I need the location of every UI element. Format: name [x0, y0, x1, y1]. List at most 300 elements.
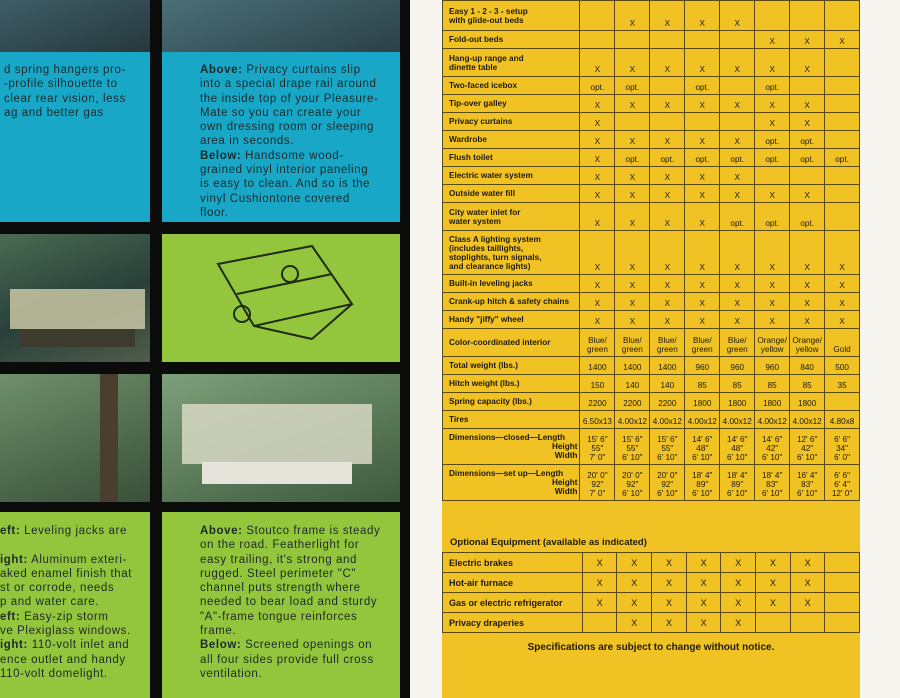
- trailer-frame-illustration: [162, 234, 400, 362]
- panel-top-right: [162, 0, 400, 222]
- spec-cell: [825, 49, 860, 77]
- photo-screened-camper: [162, 374, 400, 502]
- spec-cell: 1800: [790, 393, 825, 411]
- panel-text-line: all four sides provide full cross: [200, 653, 374, 666]
- photo-frame-drawing: [162, 234, 400, 362]
- spec-cell: 35: [825, 375, 860, 393]
- optional-cell: [825, 593, 860, 613]
- spec-cell: X: [720, 311, 755, 329]
- photo-top-right: [162, 0, 400, 52]
- optional-row: [443, 553, 860, 573]
- panel-top-right-text: [200, 63, 378, 220]
- spec-cell: X: [790, 231, 825, 275]
- panel-text-line: d spring hangers pro-: [4, 64, 126, 76]
- spec-feature-label: Handy "jiffy" wheel: [443, 311, 580, 329]
- spec-cell: X: [685, 185, 720, 203]
- panel-text-line: Mate so you can create your: [200, 106, 362, 119]
- spec-cell: [755, 167, 790, 185]
- spec-feature-label: Color-coordinated interior: [443, 329, 580, 357]
- spec-feature-label: Flush toilet: [443, 149, 580, 167]
- optional-cell: [790, 613, 825, 633]
- spec-cell: 4.00x12: [615, 411, 650, 429]
- spec-cell: [825, 131, 860, 149]
- panel-text-line: ight: 110-volt inlet and: [0, 639, 130, 652]
- panel-bottom-right-text: [200, 524, 380, 681]
- panel-lead-word: Above:: [200, 64, 243, 76]
- spec-cell: 18' 4" 89" 6' 10": [685, 465, 720, 501]
- photo-top-left: [0, 0, 150, 52]
- spec-cell: X: [580, 95, 615, 113]
- spec-cell: 14' 6" 42" 6' 10": [755, 429, 790, 465]
- optional-cell: [756, 613, 791, 633]
- page-gutter: [410, 0, 442, 698]
- spec-cell: X: [650, 131, 685, 149]
- spec-cell: X: [685, 167, 720, 185]
- spec-cell: 18' 4" 83" 6' 10": [755, 465, 790, 501]
- spec-cell: Orange/ yellow: [755, 329, 790, 357]
- panel-text-line: ve Plexiglass windows.: [0, 625, 131, 638]
- panel-text-line: "A"-frame tongue reinforces: [200, 610, 358, 623]
- spec-cell: opt.: [790, 149, 825, 167]
- spec-cell: X: [650, 203, 685, 231]
- spec-cell: [685, 31, 720, 49]
- optional-cell: X: [686, 573, 721, 593]
- spec-row: [443, 393, 860, 411]
- spec-cell: 4.00x12: [755, 411, 790, 429]
- spec-cell: X: [615, 167, 650, 185]
- spec-cell: X: [720, 167, 755, 185]
- spec-cell: 1400: [615, 357, 650, 375]
- panel-text-line: area in seconds.: [200, 135, 294, 148]
- spec-cell: 960: [755, 357, 790, 375]
- spec-cell: 85: [755, 375, 790, 393]
- panel-text-line: eft: Leveling jacks are: [0, 525, 127, 537]
- spec-row: [443, 293, 860, 311]
- panel-lead-word: eft:: [0, 525, 21, 537]
- optional-cell: X: [582, 573, 617, 593]
- optional-cell: X: [721, 553, 756, 573]
- spec-cell: 4.00x12: [720, 411, 755, 429]
- spec-cell: X: [685, 203, 720, 231]
- spec-cell: 2200: [615, 393, 650, 411]
- spec-cell: X: [685, 95, 720, 113]
- spec-cell: X: [790, 311, 825, 329]
- spec-cell: X: [720, 185, 755, 203]
- spec-cell: 6.50x13: [580, 411, 615, 429]
- spec-cell: [825, 185, 860, 203]
- spec-feature-label: Class A lighting system (includes taillights, stoplights, turn signals, and clearance lights): [443, 231, 580, 275]
- panel-lead-word: ight:: [0, 553, 28, 566]
- panel-text-line: is easy to clean. And so is the: [200, 178, 371, 191]
- brochure-left-page: [0, 0, 410, 698]
- spec-page: [442, 0, 860, 698]
- panel-text-line: on the road. Featherlight for: [200, 539, 360, 552]
- spec-row: [443, 311, 860, 329]
- spec-cell: Blue/ green: [580, 329, 615, 357]
- spec-feature-label: Spring capacity (lbs.): [443, 393, 580, 411]
- panel-bottom-left: [0, 512, 150, 698]
- spec-row: [443, 231, 860, 275]
- spec-cell: X: [720, 293, 755, 311]
- spec-cell: 85: [685, 375, 720, 393]
- spec-row: [443, 77, 860, 95]
- spec-cell: 20' 0" 92" 7' 0": [580, 465, 615, 501]
- spec-cell: X: [615, 231, 650, 275]
- spec-row: [443, 95, 860, 113]
- optional-cell: X: [756, 573, 791, 593]
- optional-row: [443, 573, 860, 593]
- spec-cell: X: [685, 275, 720, 293]
- spec-cell: 960: [720, 357, 755, 375]
- spec-cell: X: [615, 1, 650, 31]
- optional-cell: X: [652, 573, 687, 593]
- spec-feature-label: Crank-up hitch & safety chains: [443, 293, 580, 311]
- panel-lead-word: ight:: [0, 639, 28, 652]
- optional-cell: X: [617, 573, 652, 593]
- optional-cell: X: [721, 593, 756, 613]
- spec-cell: 500: [825, 357, 860, 375]
- spec-cell: X: [755, 49, 790, 77]
- spec-cell: 4.00x12: [650, 411, 685, 429]
- spec-cell: opt.: [755, 149, 790, 167]
- spec-cell: X: [615, 293, 650, 311]
- spec-cell: X: [650, 275, 685, 293]
- spec-cell: [650, 77, 685, 95]
- spec-cell: X: [790, 275, 825, 293]
- optional-cell: X: [790, 593, 825, 613]
- spec-cell: 140: [615, 375, 650, 393]
- spec-cell: Orange/ yellow: [790, 329, 825, 357]
- optional-cell: X: [756, 593, 791, 613]
- spec-cell: X: [615, 311, 650, 329]
- spec-row: [443, 411, 860, 429]
- panel-text-line: -profile silhouette to: [4, 78, 118, 91]
- spec-cell: 1400: [650, 357, 685, 375]
- panel-lead-word: eft:: [0, 610, 21, 623]
- spec-cell: 140: [650, 375, 685, 393]
- spec-cell: 20' 0" 92" 6' 10": [650, 465, 685, 501]
- optional-cell: [825, 613, 860, 633]
- spec-cell: opt.: [720, 203, 755, 231]
- spec-cell: [615, 31, 650, 49]
- panel-lead-word: Above:: [200, 525, 243, 537]
- spec-cell: X: [650, 311, 685, 329]
- spec-row: [443, 1, 860, 31]
- photo-camper-field: [0, 234, 150, 362]
- spec-cell: X: [720, 1, 755, 31]
- spec-cell: 16' 4" 83" 6' 10": [790, 465, 825, 501]
- panel-bottom-right: [162, 512, 400, 698]
- spec-feature-label: Two-faced icebox: [443, 77, 580, 95]
- spec-cell: 960: [685, 357, 720, 375]
- spec-cell: Gold: [825, 329, 860, 357]
- panel-top-left: [0, 0, 150, 222]
- spec-row: [443, 329, 860, 357]
- spec-row: [443, 375, 860, 393]
- spec-cell: X: [790, 185, 825, 203]
- optional-cell: X: [721, 573, 756, 593]
- spec-cell: X: [825, 231, 860, 275]
- optional-cell: X: [686, 553, 721, 573]
- optional-cell: [582, 613, 617, 633]
- panel-lead-word: Below:: [200, 149, 242, 162]
- spec-cell: X: [720, 131, 755, 149]
- spec-cell: X: [685, 231, 720, 275]
- spec-cell: [580, 1, 615, 31]
- spec-row: [443, 131, 860, 149]
- spec-row: [443, 429, 860, 465]
- spec-cell: [790, 1, 825, 31]
- spec-cell: X: [580, 311, 615, 329]
- spec-cell: [615, 113, 650, 131]
- spec-row: [443, 49, 860, 77]
- panel-text-line: Below: Handsome wood-: [200, 149, 344, 162]
- spec-cell: X: [580, 131, 615, 149]
- panel-text-line: easy trailing, it's strong and: [200, 553, 357, 566]
- spec-cell: opt.: [755, 77, 790, 95]
- optional-cell: X: [686, 593, 721, 613]
- spec-cell: 15' 6" 55" 6' 10": [615, 429, 650, 465]
- spec-feature-label: Fold-out beds: [443, 31, 580, 49]
- spec-cell: X: [580, 113, 615, 131]
- spec-cell: Blue/ green: [685, 329, 720, 357]
- spec-cell: opt.: [650, 149, 685, 167]
- spec-cell: X: [685, 1, 720, 31]
- spec-cell: opt.: [790, 131, 825, 149]
- spec-cell: X: [650, 49, 685, 77]
- spec-cell: X: [720, 95, 755, 113]
- spec-cell: Blue/ green: [615, 329, 650, 357]
- spec-cell: [825, 203, 860, 231]
- spec-cell: 6' 6" 6' 4" 12' 0": [825, 465, 860, 501]
- spec-row: [443, 465, 860, 501]
- spec-cell: X: [580, 203, 615, 231]
- spec-cell: X: [755, 31, 790, 49]
- spec-cell: opt.: [685, 149, 720, 167]
- panel-text-line: floor.: [200, 206, 229, 219]
- optional-cell: X: [756, 553, 791, 573]
- optional-equipment-table: [442, 552, 860, 633]
- spec-cell: X: [615, 185, 650, 203]
- photo-awning-dog: [0, 374, 150, 502]
- panel-text-line: ag and better gas: [4, 106, 104, 119]
- spec-cell: 85: [720, 375, 755, 393]
- spec-cell: X: [790, 49, 825, 77]
- camper-body: [202, 462, 352, 484]
- spec-feature-label: Built-in leveling jacks: [443, 275, 580, 293]
- spec-feature-label: Total weight (lbs.): [443, 357, 580, 375]
- spec-cell: X: [615, 95, 650, 113]
- spec-row: [443, 275, 860, 293]
- spec-cell: [650, 113, 685, 131]
- spec-cell: X: [580, 167, 615, 185]
- optional-cell: X: [582, 593, 617, 613]
- spec-cell: opt.: [615, 149, 650, 167]
- panel-text-line: 110-volt domelight.: [0, 667, 108, 680]
- panel-text-line: the inside top of your Pleasure-: [200, 92, 379, 105]
- optional-cell: X: [721, 613, 756, 633]
- spec-cell: X: [790, 293, 825, 311]
- spec-cell: X: [650, 231, 685, 275]
- spec-feature-label: Easy 1 - 2 - 3 - setup with glide-out beds: [443, 1, 580, 31]
- spec-cell: [825, 95, 860, 113]
- spec-row: [443, 167, 860, 185]
- spec-cell: [790, 167, 825, 185]
- spec-table: [442, 0, 860, 501]
- spec-cell: X: [790, 31, 825, 49]
- optional-cell: X: [652, 613, 687, 633]
- spec-cell: X: [650, 167, 685, 185]
- spec-cell: [825, 393, 860, 411]
- spec-cell: 18' 4" 89" 6' 10": [720, 465, 755, 501]
- camper-tent-shape: [10, 289, 145, 329]
- spec-cell: 85: [790, 375, 825, 393]
- spec-cell: X: [825, 275, 860, 293]
- spec-cell: X: [615, 131, 650, 149]
- optional-feature-label: Privacy draperies: [443, 613, 583, 633]
- spec-cell: X: [615, 275, 650, 293]
- spec-cell: X: [650, 293, 685, 311]
- spec-cell: 20' 0" 92" 6' 10": [615, 465, 650, 501]
- spec-cell: 1800: [720, 393, 755, 411]
- panel-text-line: Above: Stoutco frame is steady: [200, 525, 381, 537]
- spec-cell: X: [720, 275, 755, 293]
- spec-cell: [825, 167, 860, 185]
- panel-text-line: Above: Privacy curtains slip: [200, 64, 361, 76]
- spec-feature-label: City water inlet for water system: [443, 203, 580, 231]
- spec-cell: 15' 6" 55" 6' 10": [650, 429, 685, 465]
- spec-cell: opt.: [825, 149, 860, 167]
- spec-cell: 1800: [685, 393, 720, 411]
- panel-text-line: [0, 538, 132, 552]
- spec-cell: 14' 6" 48" 6' 10": [685, 429, 720, 465]
- optional-cell: X: [652, 553, 687, 573]
- optional-cell: X: [617, 593, 652, 613]
- optional-feature-label: Gas or electric refrigerator: [443, 593, 583, 613]
- spec-cell: 6' 6" 34" 6' 0": [825, 429, 860, 465]
- spec-cell: X: [825, 31, 860, 49]
- optional-equipment-heading: Optional Equipment (available as indicated): [450, 537, 647, 548]
- spec-cell: X: [720, 49, 755, 77]
- spec-cell: X: [790, 95, 825, 113]
- spec-cell: X: [755, 293, 790, 311]
- spec-cell: X: [825, 293, 860, 311]
- panel-text-line: vinyl Cushiontone covered: [200, 192, 350, 205]
- panel-text-line: ight: Aluminum exteri-: [0, 553, 127, 566]
- spec-cell: 12' 6" 42" 6' 10": [790, 429, 825, 465]
- spec-feature-label: Electric water system: [443, 167, 580, 185]
- optional-cell: X: [652, 593, 687, 613]
- spec-row: [443, 31, 860, 49]
- panel-text-line: ence outlet and handy: [0, 653, 126, 666]
- spec-feature-label: Outside water fill: [443, 185, 580, 203]
- spec-cell: opt.: [615, 77, 650, 95]
- panel-text-line: own dressing room or sleeping: [200, 121, 375, 134]
- spec-cell: X: [615, 49, 650, 77]
- spec-cell: X: [755, 275, 790, 293]
- panel-bottom-left-text: [0, 524, 132, 681]
- spec-cell: X: [650, 1, 685, 31]
- panel-text-line: clear rear vision, less: [4, 92, 126, 105]
- spec-cell: [720, 113, 755, 131]
- spec-cell: X: [685, 131, 720, 149]
- optional-cell: X: [582, 553, 617, 573]
- spec-cell: opt.: [685, 77, 720, 95]
- spec-cell: X: [755, 95, 790, 113]
- spec-cell: X: [685, 311, 720, 329]
- spec-feature-label: Dimensions—closed—Length Height Width: [443, 429, 580, 465]
- panel-text-line: grained vinyl interior paneling: [200, 164, 369, 177]
- spec-cell: 4.00x12: [790, 411, 825, 429]
- panel-text-line: frame.: [200, 625, 237, 638]
- spec-cell: 1400: [580, 357, 615, 375]
- spec-row: [443, 185, 860, 203]
- spec-cell: X: [790, 113, 825, 131]
- optional-cell: X: [617, 553, 652, 573]
- spec-cell: X: [580, 185, 615, 203]
- spec-cell: X: [755, 231, 790, 275]
- optional-cell: X: [617, 613, 652, 633]
- optional-cell: X: [790, 573, 825, 593]
- optional-cell: [825, 553, 860, 573]
- panel-text-line: eft: Easy-zip storm: [0, 610, 109, 623]
- spec-cell: opt.: [755, 131, 790, 149]
- spec-cell: X: [615, 203, 650, 231]
- spec-cell: [720, 31, 755, 49]
- panel-top-left-text: [4, 63, 126, 120]
- spec-cell: X: [720, 231, 755, 275]
- spec-row: [443, 203, 860, 231]
- spec-cell: [580, 31, 615, 49]
- page-edge: [860, 0, 900, 698]
- panel-lead-word: Below:: [200, 639, 242, 652]
- panel-text-line: aked enamel finish that: [0, 567, 133, 580]
- spec-feature-label: Privacy curtains: [443, 113, 580, 131]
- spec-cell: X: [685, 293, 720, 311]
- spec-cell: X: [755, 185, 790, 203]
- spec-footer: Specifications are subject to change without notice.: [527, 642, 775, 653]
- spec-cell: X: [650, 95, 685, 113]
- spec-row: [443, 113, 860, 131]
- spec-cell: X: [580, 231, 615, 275]
- spec-cell: [650, 31, 685, 49]
- spec-cell: 2200: [650, 393, 685, 411]
- spec-feature-label: Wardrobe: [443, 131, 580, 149]
- spec-cell: X: [755, 311, 790, 329]
- spec-cell: 1800: [755, 393, 790, 411]
- spec-cell: X: [825, 311, 860, 329]
- spec-cell: 14' 6" 48" 6' 10": [720, 429, 755, 465]
- optional-cell: [825, 573, 860, 593]
- optional-feature-label: Electric brakes: [443, 553, 583, 573]
- spec-cell: [825, 1, 860, 31]
- panel-text-line: into a special drape rail around: [200, 78, 377, 91]
- spec-cell: 4.00x12: [685, 411, 720, 429]
- spec-cell: X: [580, 49, 615, 77]
- optional-cell: X: [686, 613, 721, 633]
- spec-cell: X: [580, 275, 615, 293]
- spec-feature-label: Tip-over galley: [443, 95, 580, 113]
- optional-row: [443, 593, 860, 613]
- spec-cell: X: [580, 149, 615, 167]
- spec-feature-label: Hitch weight (lbs.): [443, 375, 580, 393]
- panel-text-line: st or corrode, needs: [0, 582, 115, 595]
- panel-text-line: rugged. Steel perimeter "C": [200, 567, 357, 580]
- panel-text-line: ventilation.: [200, 667, 263, 680]
- panel-text-line: channel puts strength where: [200, 582, 361, 595]
- spec-cell: opt.: [755, 203, 790, 231]
- panel-text-line: Below: Screened openings on: [200, 639, 373, 652]
